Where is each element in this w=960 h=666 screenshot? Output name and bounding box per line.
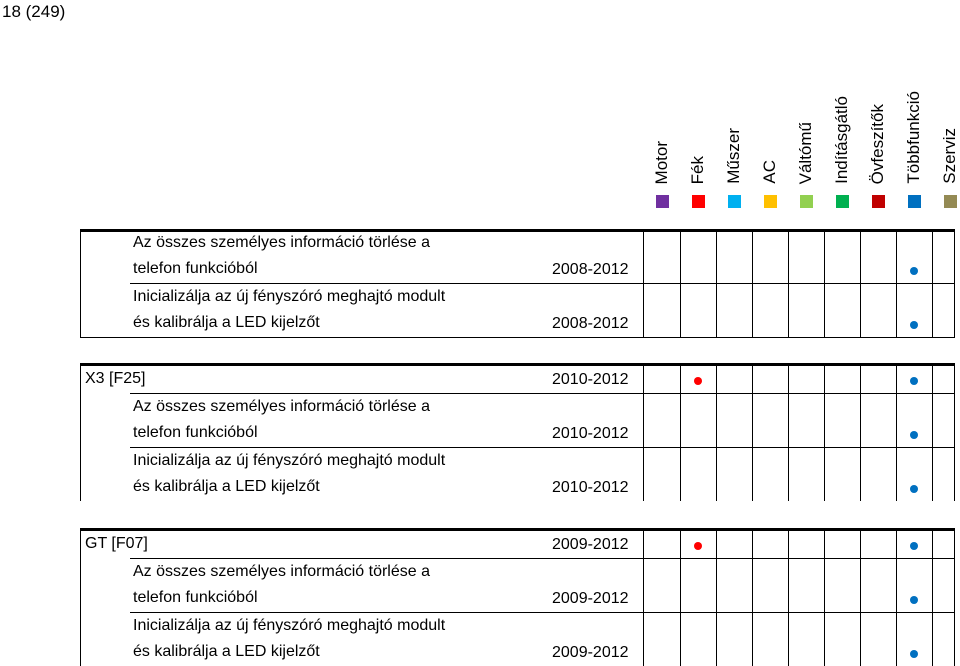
column-header-6: Indításgátló: [832, 96, 851, 184]
row-text-line2: és kalibrálja a LED kijelzőt: [133, 643, 320, 660]
column-header-1: Motor: [652, 140, 671, 184]
row-text-line2: telefon funkcióból: [133, 424, 258, 441]
row-years: 2008-2012: [552, 261, 629, 278]
grid-line: [896, 363, 897, 501]
grid-line: [680, 528, 681, 666]
column-swatch-4: [764, 195, 777, 208]
row-years: 2009-2012: [552, 644, 629, 661]
column-swatch-8: [908, 195, 921, 208]
column-swatch-9: [944, 195, 957, 208]
column-swatch-3: [728, 195, 741, 208]
mark-dot: [910, 542, 918, 550]
column-header-8: Többfunkció: [904, 91, 923, 184]
row-text-line1: Az összes személyes információ törlése a: [133, 234, 430, 251]
mark-dot: [694, 377, 702, 385]
page-number: 18 (249): [2, 2, 66, 21]
row-text-line1: Inicializálja az új fényszóró meghajtó modult: [133, 288, 446, 305]
column-header-2: Fék: [688, 155, 707, 184]
column-header-9: Szerviz: [940, 128, 959, 184]
row-text-line2: és kalibrálja a LED kijelzőt: [133, 314, 320, 331]
grid-line: [643, 528, 644, 666]
mark-dot: [910, 485, 918, 493]
grid-line: [860, 363, 861, 501]
grid-line: [80, 337, 955, 338]
grid-line: [954, 363, 955, 501]
grid-line: [716, 363, 717, 501]
mark-dot: [910, 431, 918, 439]
column-swatch-2: [692, 195, 705, 208]
mark-dot: [694, 542, 702, 550]
grid-line: [824, 528, 825, 666]
grid-line: [680, 363, 681, 501]
grid-line: [788, 363, 789, 501]
grid-line: [80, 229, 81, 337]
row-years: 2008-2012: [552, 315, 629, 332]
row-text-line2: és kalibrálja a LED kijelzőt: [133, 478, 320, 495]
row-years: 2010-2012: [552, 425, 629, 442]
row-text-line2: telefon funkcióból: [133, 260, 258, 277]
grid-line: [932, 528, 933, 666]
grid-line: [80, 363, 81, 501]
grid-line: [954, 528, 955, 666]
mark-dot: [910, 596, 918, 604]
column-swatch-6: [836, 195, 849, 208]
column-header-7: Övfeszítők: [868, 103, 887, 184]
column-header-5: Váltómű: [796, 121, 815, 184]
row-text-line2: telefon funkcióból: [133, 589, 258, 606]
grid-line: [643, 363, 644, 501]
mark-dot: [910, 321, 918, 329]
column-swatch-5: [800, 195, 813, 208]
row-text-line1: Inicializálja az új fényszóró meghajtó modult: [133, 452, 446, 469]
grid-line: [788, 528, 789, 666]
section-years: 2010-2012: [552, 371, 629, 388]
section-title: X3 [F25]: [85, 370, 146, 387]
row-years: 2009-2012: [552, 590, 629, 607]
grid-line: [752, 363, 753, 501]
row-text-line1: Inicializálja az új fényszóró meghajtó modult: [133, 617, 446, 634]
column-swatch-7: [872, 195, 885, 208]
column-header-4: AC: [760, 160, 779, 184]
grid-line: [752, 528, 753, 666]
column-header-3: Műszer: [724, 128, 743, 184]
grid-line: [932, 363, 933, 501]
column-swatch-1: [656, 195, 669, 208]
mark-dot: [910, 650, 918, 658]
mark-dot: [910, 267, 918, 275]
grid-line: [860, 528, 861, 666]
row-text-line1: Az összes személyes információ törlése a: [133, 398, 430, 415]
grid-line: [716, 528, 717, 666]
grid-line: [80, 528, 81, 666]
grid-line: [824, 363, 825, 501]
section-years: 2009-2012: [552, 536, 629, 553]
row-text-line1: Az összes személyes információ törlése a: [133, 563, 430, 580]
grid-line: [896, 528, 897, 666]
row-years: 2010-2012: [552, 479, 629, 496]
section-title: GT [F07]: [85, 535, 148, 552]
mark-dot: [910, 377, 918, 385]
